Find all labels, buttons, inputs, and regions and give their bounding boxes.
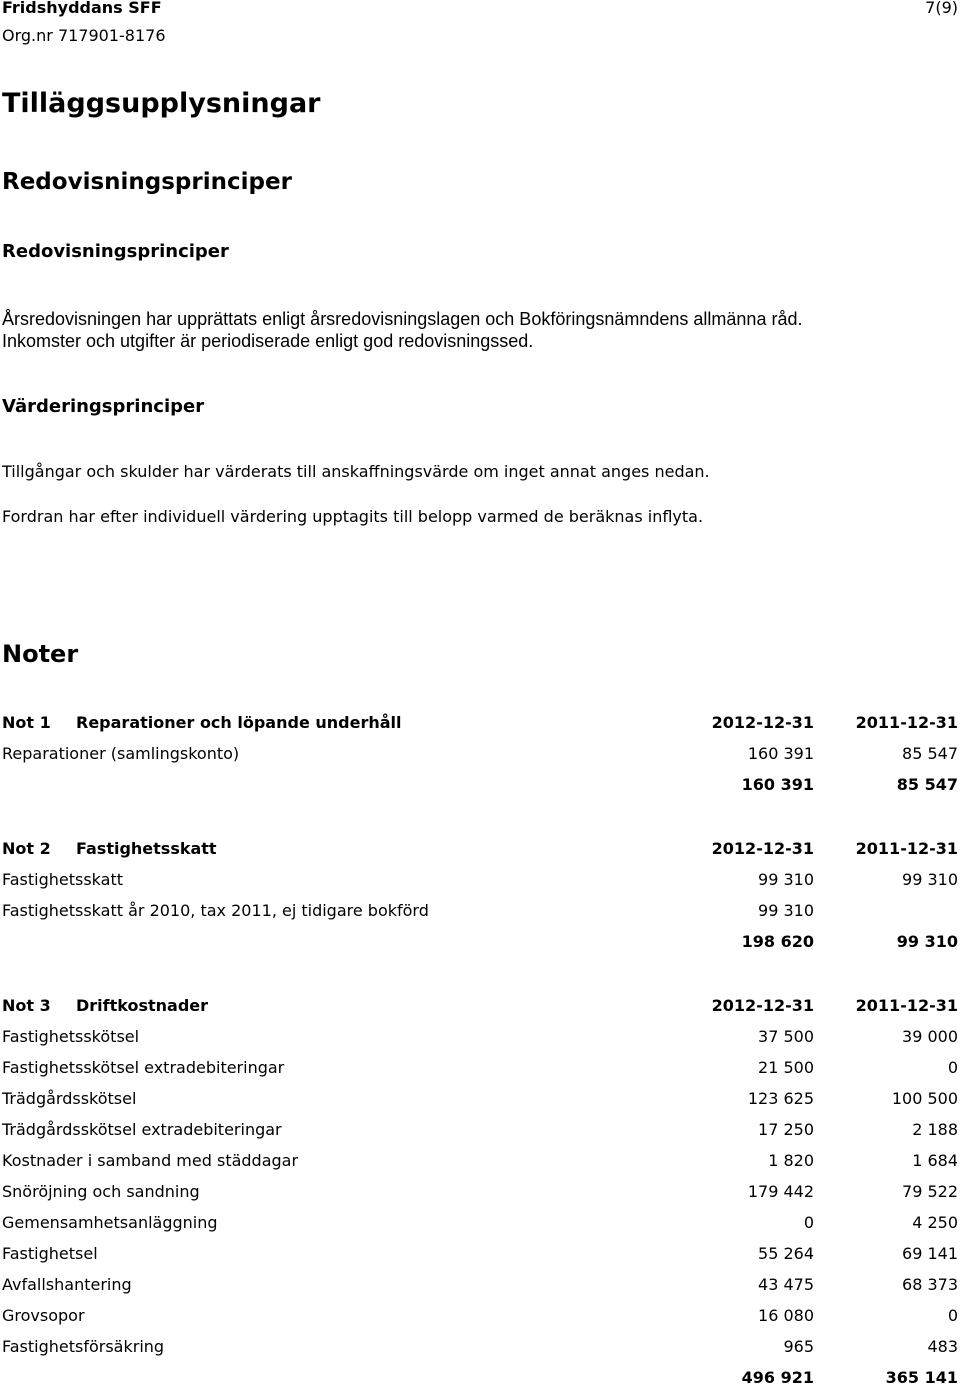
org-number: Org.nr 717901-8176 — [2, 26, 166, 45]
paragraph-valuation-receivables: Fordran har efter individuell värdering upptagits till belopp varmed de beräknas inflyta. — [2, 507, 704, 526]
column-header-2012: 2012-12-31 — [711, 996, 814, 1015]
subsection-heading: Redovisningsprinciper — [2, 241, 229, 262]
org-name: Fridshyddans SFF — [2, 0, 162, 17]
note-number: Not 2 — [2, 839, 51, 858]
page-number: 7(9) — [925, 0, 958, 17]
table-row: Trädgårdsskötsel extradebiteringar 17 250 2 188 — [2, 1120, 958, 1139]
table-row: Fastighetsskatt 99 310 99 310 — [2, 870, 958, 889]
paragraph-accrual: Inkomster och utgifter är periodiserade enligt god redovisningssed. — [2, 331, 534, 351]
table-row: Fastighetsskatt år 2010, tax 2011, ej tidigare bokförd 99 310 — [2, 901, 814, 920]
note-title: Fastighetsskatt — [76, 839, 217, 858]
column-header-2011: 2011-12-31 — [855, 713, 958, 732]
table-row: Trädgårdsskötsel 123 625 100 500 — [2, 1089, 958, 1108]
note-3 — [0, 990, 960, 1393]
column-header-2012: 2012-12-31 — [711, 713, 814, 732]
page-title: Tilläggsupplysningar — [2, 88, 321, 119]
note-header — [0, 833, 960, 864]
paragraph-accounting-law: Årsredovisningen har upprättats enligt årsredovisningslagen och Bokföringsnämndens allmänna råd. — [2, 309, 803, 329]
paragraph-valuation-assets: Tillgångar och skulder har värderats till anskaffningsvärde om inget annat anges nedan. — [2, 462, 710, 481]
total-row: 198 620 99 310 — [741, 932, 958, 951]
table-row: Snöröjning och sandning 179 442 79 522 — [2, 1182, 958, 1201]
total-row: 160 391 85 547 — [741, 775, 958, 794]
note-number: Not 3 — [2, 996, 51, 1015]
valuation-heading: Värderingsprinciper — [2, 396, 205, 417]
table-row: Avfallshantering 43 475 68 373 — [2, 1275, 958, 1294]
total-row: 496 921 365 141 — [741, 1368, 958, 1387]
table-row: Grovsopor 16 080 0 — [2, 1306, 958, 1325]
table-row: Fastighetsel 55 264 69 141 — [2, 1244, 958, 1263]
note-1 — [0, 707, 960, 800]
note-header — [0, 990, 960, 1021]
column-header-2012: 2012-12-31 — [711, 839, 814, 858]
note-2 — [0, 833, 960, 957]
table-row: Reparationer (samlingskonto) 160 391 85 547 — [2, 744, 958, 763]
column-header-2011: 2011-12-31 — [855, 996, 958, 1015]
table-row: Fastighetsskötsel extradebiteringar 21 500 0 — [2, 1058, 958, 1077]
table-row: Fastighetsskötsel 37 500 39 000 — [2, 1027, 958, 1046]
note-header — [0, 707, 960, 738]
section-heading: Redovisningsprinciper — [2, 169, 292, 195]
column-header-2011: 2011-12-31 — [855, 839, 958, 858]
table-row: Fastighetsförsäkring 965 483 — [2, 1337, 958, 1356]
note-number: Not 1 — [2, 713, 51, 732]
table-row: Kostnader i samband med städdagar 1 820 1 684 — [2, 1151, 958, 1170]
note-title: Reparationer och löpande underhåll — [76, 713, 402, 732]
notes-heading: Noter — [2, 640, 79, 668]
note-title: Driftkostnader — [76, 996, 209, 1015]
table-row: Gemensamhetsanläggning 0 4 250 — [2, 1213, 958, 1232]
